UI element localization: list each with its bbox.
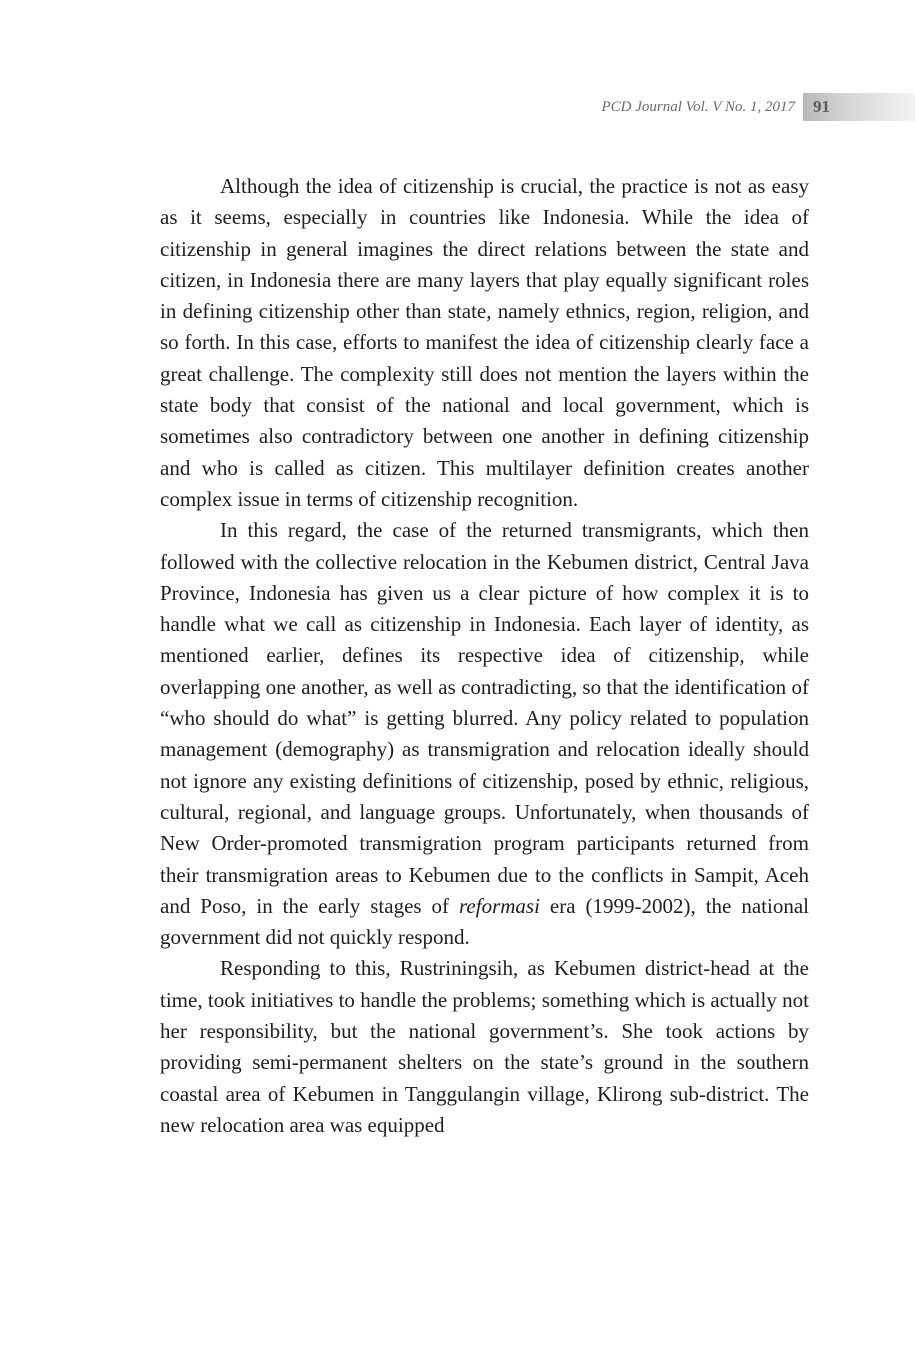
running-header (602, 93, 915, 121)
page-number: 91 (813, 97, 830, 116)
journal-name: PCD Journal Vol. V No. 1, 2017 (601, 99, 795, 115)
paragraph-3: Responding to this, Rustriningsih, as Kebumen district-head at the time, took initiatives to handle the problems; something which is actually not her responsibility, but the national government’s. She took actions by providing semi-permanent shelters on the state’s ground in the southern coastal area of Kebumen in Tanggulangin village, Klirong sub-district. The new relocation area was equipped (160, 956, 809, 1137)
page-number-tab (803, 93, 915, 121)
italic-term-reformasi: reformasi (459, 893, 540, 918)
paragraph-2 (160, 515, 809, 953)
paragraph-1: Although the idea of citizenship is crucial, the practice is not as easy as it seems, especially in countries like Indonesia. While the idea of citizenship in general imagines the direct relations between the state and citizen, in Indonesia there are many layers that play equally significant roles in defining citizenship other than state, namely ethnics, region, religion, and so forth. In this case, efforts to manifest the idea of citizenship clearly face a great challenge. The complexity still does not mention the layers within the state body that consist of the national and local government, which is sometimes also contradictory between one another in defining citizenship and who is called as citizen. This multilayer definition creates another complex issue in terms of citizenship recognition. (160, 174, 809, 511)
paragraph-2-text-start: In this regard, the case of the returned transmigrants, which then followed with the collective relocation in the Kebumen district, Central Java Province, Indonesia has given us a clear picture of how complex it is to handle what we call as citizenship in Indonesia. Each layer of identity, as mentioned earlier, defines its respective idea of citizenship, while overlapping one another, as well as contradicting, so that the identification of “who should do what” is getting blurred. Any policy related to population management (demography) as transmigration and relocation ideally should not ignore any existing definitions of citizenship, posed by ethnic, religious, cultural, regional, and language groups. Unfortunately, when thousands of New Order-promoted transmigration program participants returned from their transmigration areas to Kebumen due to the conflicts in Sampit, Aceh and Poso, in the early stages of (160, 518, 809, 918)
body-text (160, 171, 809, 1141)
paragraph-2-text-end: era (1999-2002), the national government did not quickly respond. (160, 893, 809, 950)
